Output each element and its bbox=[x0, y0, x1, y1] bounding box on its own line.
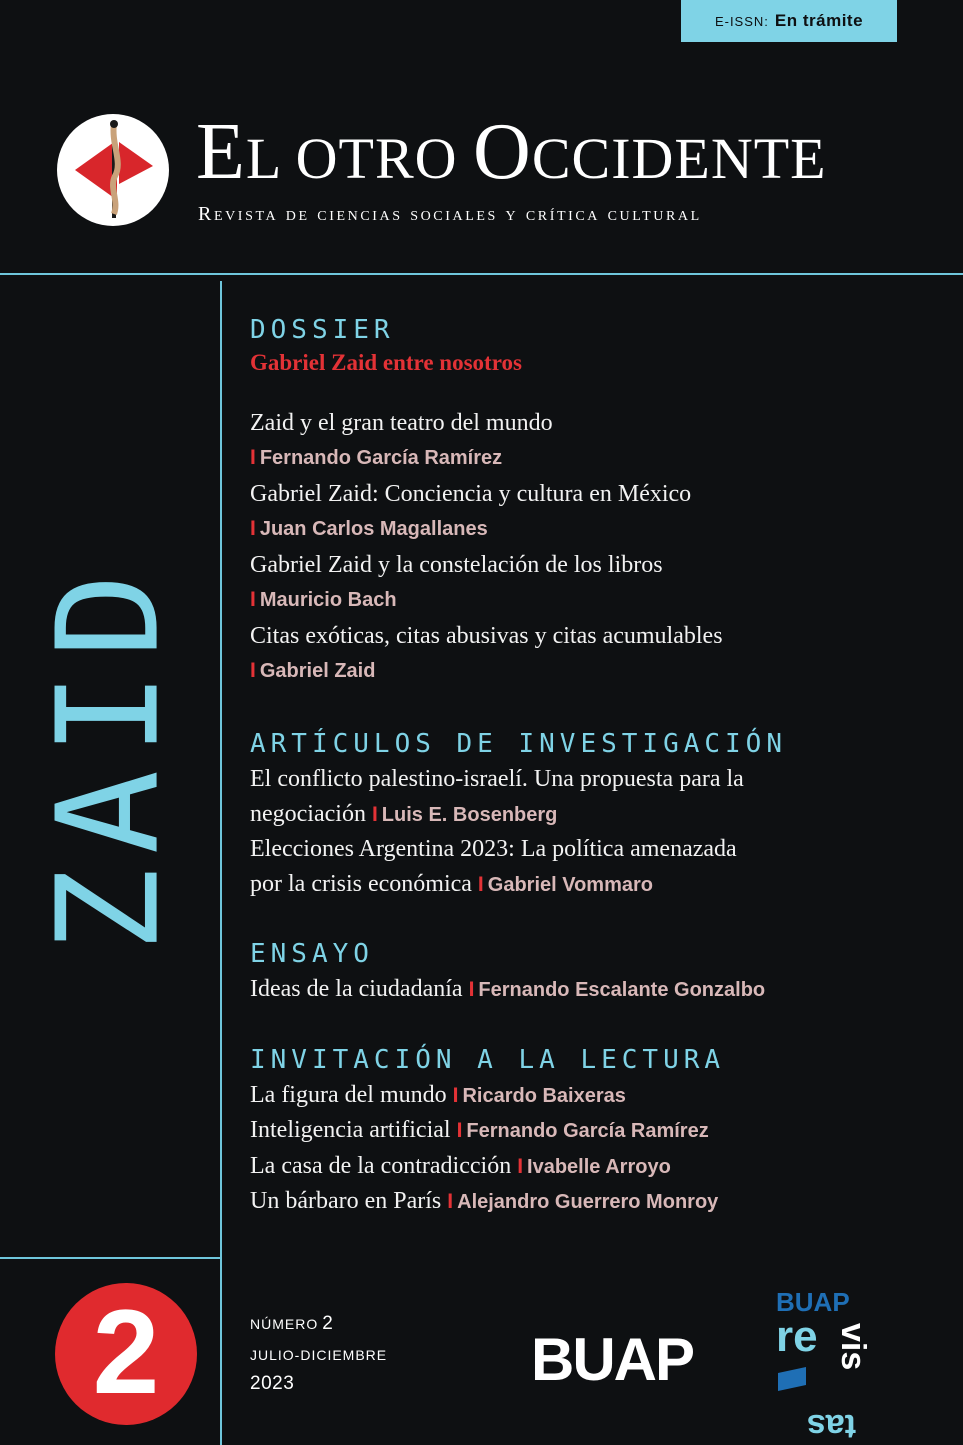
spine-word: ZAID bbox=[28, 559, 191, 953]
separator-bar: I bbox=[452, 1083, 459, 1107]
articulos-entry-title-line2: negociación bbox=[250, 800, 366, 827]
invitacion-entry-author: Alejandro Guerrero Monroy bbox=[457, 1191, 719, 1213]
dossier-entry-title: Gabriel Zaid y la constelación de los libros bbox=[250, 552, 663, 578]
dossier-entry-author: Mauricio Bach bbox=[259, 588, 397, 611]
journal-title bbox=[196, 108, 896, 196]
issue-year: 2023 bbox=[250, 1373, 295, 1394]
issn-value: En trámite bbox=[774, 11, 864, 30]
dossier-entry-author: Juan Carlos Magallanes bbox=[259, 517, 488, 540]
invitacion-entry-title: Inteligencia artificial bbox=[250, 1117, 451, 1143]
dossier-entry-author-line bbox=[250, 512, 950, 549]
revistas-buap-text: BUAP bbox=[776, 1287, 850, 1317]
invitacion-entry-author: Fernando García Ramírez bbox=[466, 1120, 709, 1142]
issn-label: E-ISSN: bbox=[714, 13, 769, 29]
ensayo-entry-title: Ideas de la ciudadanía bbox=[250, 976, 463, 1002]
revistas-re-text: re bbox=[776, 1312, 818, 1361]
issue-number-badge bbox=[55, 1283, 197, 1425]
table-of-contents bbox=[250, 312, 950, 1220]
articulos-entry-author: Luis E. Bosenberg bbox=[381, 803, 558, 826]
revistas-tas-text: tas bbox=[806, 1407, 856, 1445]
articulos-entry-title-line1: Elecciones Argentina 2023: La política amenazada bbox=[250, 836, 737, 862]
dossier-entry-author-line bbox=[250, 654, 950, 691]
dossier-subtitle: Gabriel Zaid entre nosotros bbox=[250, 350, 522, 375]
invitacion-entry-author: Ricardo Baixeras bbox=[462, 1084, 626, 1107]
issue-number-label: NÚMERO bbox=[250, 1316, 319, 1332]
separator-bar: I bbox=[456, 1119, 463, 1142]
separator-bar: I bbox=[250, 445, 256, 469]
ensayo-entry-author: Fernando Escalante Gonzalbo bbox=[478, 979, 766, 1001]
title-part-ccidente: CCIDENTE bbox=[531, 126, 827, 191]
issue-number-row bbox=[250, 1313, 387, 1335]
invitacion-entry-author: Ivabelle Arroyo bbox=[527, 1155, 671, 1178]
invitacion-entry-title: La figura del mundo bbox=[250, 1081, 447, 1108]
articulos-entry-author: Gabriel Vommaro bbox=[487, 873, 653, 896]
invitacion-heading: INVITACIÓN A LA LECTURA bbox=[250, 1044, 726, 1075]
dossier-entry-title: Gabriel Zaid: Conciencia y cultura en México bbox=[250, 481, 692, 507]
dossier-entry-author-line bbox=[250, 583, 950, 620]
dossier-entry-author: Fernando García Ramírez bbox=[259, 446, 503, 469]
articulos-entry-title-line2: por la crisis económica bbox=[250, 870, 472, 897]
buap-revistas-logo-icon bbox=[776, 1287, 872, 1445]
issue-number-value: 2 bbox=[322, 1313, 334, 1334]
issue-number-big: 2 bbox=[92, 1285, 160, 1419]
journal-subtitle: Revista de ciencias sociales y crítica cultural bbox=[198, 203, 702, 225]
separator-bar: I bbox=[250, 658, 256, 682]
separator-bar: I bbox=[371, 802, 378, 826]
invitacion-entry-title: Un bárbaro en París bbox=[250, 1188, 442, 1214]
separator-bar: I bbox=[517, 1154, 524, 1178]
invitacion-entry bbox=[250, 1149, 950, 1185]
dossier-entry-title: Zaid y el gran teatro del mundo bbox=[250, 410, 553, 436]
dossier-entry-author: Gabriel Zaid bbox=[259, 659, 376, 682]
title-part-l-otro: L OTRO bbox=[245, 126, 474, 191]
revistas-vis-text: vis bbox=[834, 1323, 872, 1371]
separator-bar: I bbox=[250, 587, 256, 611]
articulos-heading: ARTÍCULOS DE INVESTIGACIÓN bbox=[250, 729, 787, 759]
separator-bar: I bbox=[250, 516, 256, 540]
articulos-entry-line2 bbox=[250, 867, 950, 903]
invitacion-entry bbox=[250, 1113, 950, 1149]
bottom-divider bbox=[0, 1257, 222, 1259]
separator-bar: I bbox=[477, 872, 484, 896]
journal-logo-icon bbox=[57, 114, 169, 226]
invitacion-entry bbox=[250, 1184, 950, 1220]
buap-logo: BUAP bbox=[531, 1326, 694, 1393]
top-divider bbox=[0, 273, 963, 275]
ensayo-entry bbox=[250, 972, 950, 1008]
spine-title bbox=[28, 559, 191, 953]
articulos-entry-line2 bbox=[250, 797, 950, 833]
separator-bar: I bbox=[447, 1190, 454, 1213]
invitacion-entry bbox=[250, 1078, 950, 1114]
invitacion-entry-title: La casa de la contradicción bbox=[250, 1152, 512, 1179]
dossier-entry-title: Citas exóticas, citas abusivas y citas acumulables bbox=[250, 623, 723, 649]
articulos-entry-title-line1: El conflicto palestino-israelí. Una propuesta para la bbox=[250, 766, 744, 792]
issue-info bbox=[250, 1313, 387, 1395]
vertical-divider bbox=[220, 281, 222, 1445]
issn-badge bbox=[681, 0, 897, 42]
dossier-heading: DOSSIER bbox=[250, 315, 395, 345]
separator-bar: I bbox=[468, 978, 475, 1001]
issue-period: JULIO-DICIEMBRE bbox=[250, 1347, 388, 1363]
dossier-entry-author-line bbox=[250, 441, 950, 478]
ensayo-heading: ENSAYO bbox=[250, 939, 374, 969]
title-initial-e: E bbox=[196, 108, 246, 196]
title-initial-o: O bbox=[473, 108, 532, 196]
